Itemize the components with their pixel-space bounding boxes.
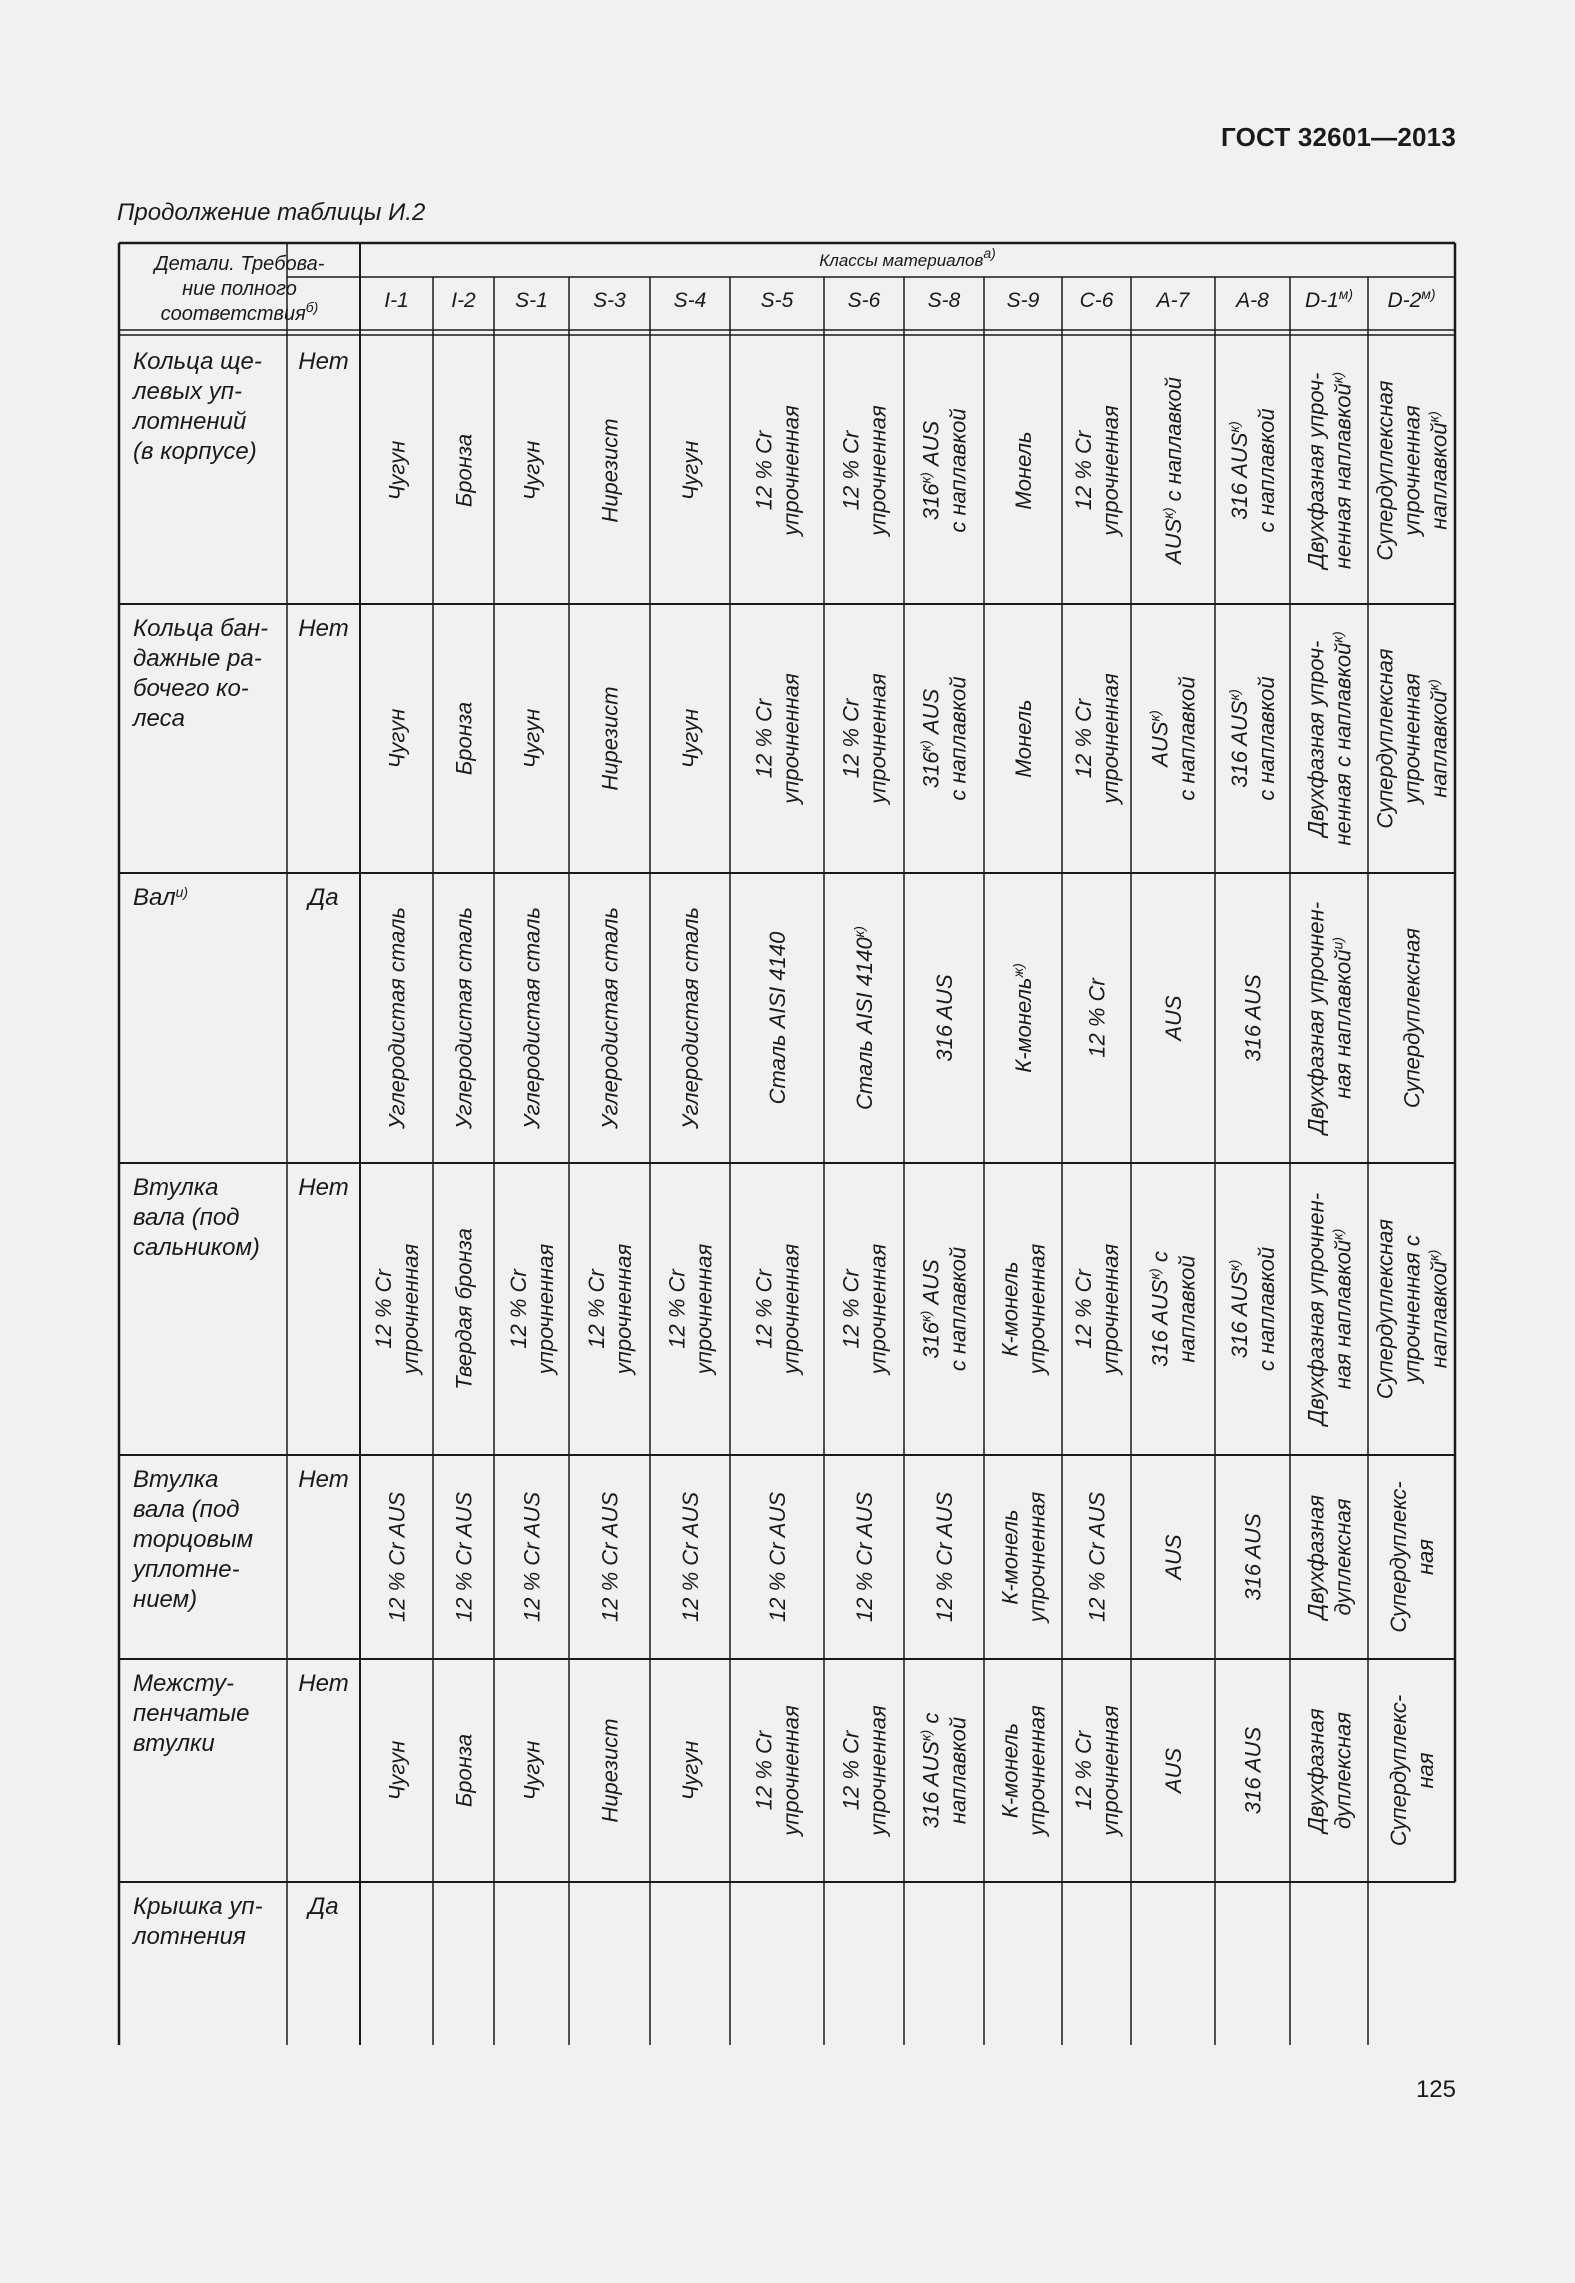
material-cell [751,405,803,538]
material-text: наплавкой$^{к)}$ [1425,411,1452,530]
material-text: 12 % Cr [1070,1730,1096,1811]
material-text: $316^{к)}$ AUS [917,688,944,789]
material-cell [1146,1251,1199,1367]
material-cell [451,1734,476,1807]
material-cell [1240,974,1265,1062]
material-text: упрочненная [865,405,891,536]
part-name: лотнений [133,408,247,435]
material-text: Чугун [677,708,703,769]
material-text: Чугун [384,440,410,501]
requirement-value: Да [308,884,339,911]
part-name: втулки [133,1730,215,1757]
material-text: упрочненная [1097,405,1123,536]
material-text: Твердая бронза [451,1228,477,1390]
class-header-s-1: S-1 [515,289,548,312]
material-text: дуплексная [1330,1498,1356,1616]
material-text: ная наплавкой$^{к)}$ [1329,1228,1356,1390]
requirement-value: Да [308,1893,339,1920]
material-text: 12 % Cr [838,698,864,779]
class-header-i-1: I-1 [384,289,409,312]
material-cell [765,931,790,1104]
class-header-a-8: A-8 [1236,289,1269,312]
material-cell [1161,1748,1186,1796]
material-cell [851,926,877,1110]
material-text: AUS [1160,1534,1186,1580]
material-cell [1303,372,1355,571]
material-text: 316 AUS [1240,1513,1266,1601]
material-cell [1226,676,1279,800]
material-text: Чугун [384,1740,410,1801]
material-cell [917,1713,970,1829]
material-cell [451,434,476,507]
material-text: упрочненная [691,1243,717,1375]
material-cell [751,1705,803,1838]
material-cell [1303,1708,1355,1835]
material-text: с наплавкой [1253,1246,1279,1372]
material-text: Супердуплекс- [1385,1481,1411,1633]
material-text: 12 % Cr [1070,1269,1096,1349]
material-cell [1399,928,1424,1108]
material-text: с наплавкой [945,1246,971,1372]
material-text: упрочненная [778,405,804,536]
material-cell [917,1247,970,1371]
material-text: с наплавкой [945,676,971,801]
material-text: Нирезист [597,1718,623,1823]
part-name: Межсту- [133,1670,235,1697]
material-cell [838,1244,890,1377]
material-text: 12 % Cr [751,1269,777,1349]
material-cell [1386,1481,1438,1632]
material-cell [997,1705,1049,1838]
material-text: Двухфазная [1303,1494,1329,1620]
part-name: лотнения [133,1923,246,1950]
material-text: наплавкой$^{к)}$ [1425,679,1452,798]
material-cell [384,1741,409,1801]
material-text: Монель [1010,431,1036,510]
material-text: 316 $AUS^{к)}$ [1225,1259,1252,1359]
material-text: 316 $AUS^{к)}$ [1225,689,1252,788]
material-text: с наплавкой [1253,408,1279,533]
material-cell [664,1244,716,1377]
head-group-label: Классы материалов$^{а)}$ [819,245,996,270]
part-name: левых уп- [133,378,242,405]
part-name: Втулка [133,1174,219,1201]
material-cell [678,907,703,1130]
material-text: упрочненная [778,1705,804,1836]
material-text: 12 % Cr [751,1730,777,1811]
material-text: $AUS^{к)}$ [1146,710,1173,767]
part-name: Кольца бан- [133,615,269,642]
part-name: Вал$^{и)}$ [133,884,189,911]
material-cell [1010,963,1036,1073]
part-name: нием) [133,1586,198,1613]
material-text: 316 $AUS^{к)}$ с [917,1712,944,1829]
requirement-value: Нет [298,615,349,642]
material-cell [451,1228,476,1390]
class-header-d-2: $D-2^{м)}$ [1387,286,1436,312]
material-text: Нирезист [597,418,623,523]
material-text: 316 AUS [931,974,957,1062]
material-text: 12 % Cr [838,430,864,511]
material-cell [1303,902,1355,1137]
material-text: Двухфазная упроч- [1303,372,1329,569]
material-cell [597,418,622,522]
material-text: 12 % Cr AUS [851,1491,877,1623]
material-cell [451,907,476,1130]
material-text: ная [1412,1538,1438,1576]
part-name: вала (под [133,1496,240,1523]
material-text: с наплавкой [1253,676,1279,801]
material-text: Углеродистая сталь [384,907,410,1129]
material-text: 12 % Cr AUS [764,1491,790,1623]
material-text: упрочненная [1097,673,1123,804]
material-text: Супердуплекс- [1385,1694,1411,1847]
material-cell [751,673,803,806]
material-text: Супердуплексная [1372,1218,1398,1400]
material-text: упрочненная [1399,673,1425,804]
material-cell [519,1741,544,1801]
material-cell [384,1492,409,1622]
material-cell [932,1492,957,1622]
material-text: 12 % Cr [751,698,777,779]
part-name: торцовым [133,1526,254,1553]
material-text: упрочненная с [1399,1235,1425,1383]
part-name: сальником) [133,1234,260,1261]
material-cell [451,702,476,775]
material-text: 316 AUS [1240,974,1266,1062]
material-cell [384,907,409,1130]
part-name: уплотне- [133,1556,240,1583]
part-name: Втулка [133,1466,219,1493]
material-text: Супердуплексная [1372,380,1398,561]
material-cell [597,1492,622,1622]
table-caption: Продолжение таблицы И.2 [117,199,426,226]
material-text: с наплавкой [1174,676,1200,801]
head-left-text: соответствия$^{б)}$ [160,299,319,325]
material-text: Чугун [677,1740,703,1801]
material-text: 12 % Cr [583,1269,609,1349]
part-name: пенчатые [133,1700,250,1727]
material-text: 12 % Cr [664,1269,690,1349]
material-cell [838,1705,890,1838]
part-name: вала (под [133,1204,240,1231]
requirement-value: Нет [298,1670,349,1697]
material-cell [997,1244,1049,1377]
material-text: К-монель$^{ж)}$ [1009,963,1036,1073]
class-header-d-1: $D-1^{м)}$ [1304,286,1354,312]
requirement-value: Нет [298,1174,349,1201]
material-text: упрочненная [1024,1243,1050,1375]
material-text: упрочненная [778,673,804,804]
material-text: 12 % Cr AUS [519,1491,545,1623]
material-cell [519,441,544,501]
material-cell [678,1492,703,1622]
material-cell [1303,1495,1355,1622]
material-text: дуплексная [1330,1712,1356,1829]
material-cell [1071,1244,1123,1377]
material-cell [1226,408,1279,532]
material-cell [838,405,890,538]
material-text: упрочненная [1097,1705,1123,1836]
material-cell [1011,431,1036,509]
material-text: 12 % Cr [751,430,777,511]
material-text: наплавкой [945,1716,971,1825]
material-text: 316 $AUS^{к)}$ [1225,421,1252,520]
material-text: упрочненная [1024,1705,1050,1836]
document-code: ГОСТ 32601—2013 [1221,122,1456,152]
material-cell [678,1741,703,1801]
material-text: Чугун [519,440,545,501]
material-text: Двухфазная упрочнен- [1303,901,1329,1135]
material-text: Бронза [451,433,477,508]
material-text: ная наплавкой$^{и)}$ [1329,937,1356,1099]
class-header-a-7: A-7 [1156,289,1190,312]
material-text: упрочненная [865,1243,891,1375]
material-cell [1071,405,1123,538]
material-text: 12 % Cr [505,1269,531,1349]
material-cell [1161,995,1186,1043]
material-text: ненная с наплавкой$^{к)}$ [1329,631,1356,846]
class-header-s-5: S-5 [760,289,794,312]
material-text: Углеродистая сталь [519,907,545,1129]
material-text: 12 % Cr AUS [677,1491,703,1623]
material-cell [519,907,544,1130]
material-text: упрочненная [865,1705,891,1836]
material-text: 12 % Cr AUS [1084,1491,1110,1623]
material-text: Углеродистая сталь [597,907,623,1129]
material-text: Бронза [451,701,477,776]
material-cell [1161,1534,1186,1582]
part-name: (в корпусе) [133,438,257,465]
material-cell [1011,699,1036,777]
material-text: упрочненная [610,1243,636,1375]
material-text: упрочненная [1024,1491,1050,1623]
material-cell [1160,377,1186,566]
material-cell [1084,977,1109,1058]
material-text: ная [1412,1752,1438,1789]
material-text: Сталь AISI $4140^{к)}$ [850,926,877,1110]
material-text: наплавкой [1174,1255,1200,1363]
material-cell [519,1492,544,1622]
material-cell [1226,1247,1279,1371]
material-text: Чугун [519,1740,545,1801]
material-text: 12 % Cr [838,1730,864,1811]
material-cell [1303,1193,1355,1428]
material-text: $AUS^{к)}$ с наплавкой [1159,377,1186,564]
material-text: Монель [1010,699,1036,778]
material-text: с наплавкой [945,408,971,533]
material-cell [932,974,957,1062]
material-text: К-монель [997,1509,1023,1605]
material-text: упрочненная [532,1243,558,1375]
material-text: 12 % Cr AUS [931,1491,957,1623]
material-cell [678,441,703,501]
material-text: $316^{к)}$ AUS [917,420,944,521]
material-cell [1146,676,1199,800]
material-cell [597,686,622,790]
material-cell [384,441,409,501]
part-name: Крышка уп- [133,1893,263,1920]
class-header-s-9: S-9 [1006,289,1040,312]
material-text: 12 % Cr AUS [597,1491,623,1623]
material-text: Супердуплексная [1372,648,1398,829]
class-header-s-8: S-8 [927,289,961,312]
material-cell [917,676,970,800]
part-name: леса [133,705,185,732]
requirement-value: Нет [298,348,349,375]
material-text: Чугун [677,440,703,501]
material-cell [751,1244,803,1377]
material-text: упрочненная [778,1243,804,1375]
material-text: 12 % Cr [1084,978,1110,1058]
material-text: К-монель [997,1722,1023,1819]
material-text: упрочненная [1399,405,1425,536]
material-cell [371,1244,423,1377]
material-cell [1071,673,1123,806]
material-cell [506,1244,558,1377]
material-text: Двухфазная упроч- [1303,640,1329,837]
material-cell [451,1492,476,1622]
material-text: Нирезист [597,686,623,791]
head-left-text: ние полного [182,278,297,300]
material-text: 12 % Cr [1070,430,1096,511]
page-number: 125 [1415,2076,1456,2103]
material-text: 316 $AUS^{к)}$ с [1146,1251,1173,1367]
material-text: Углеродистая сталь [677,907,703,1129]
material-text: Бронза [451,1733,477,1808]
material-text: 12 % Cr AUS [384,1491,410,1623]
material-cell [1240,1513,1265,1601]
part-name: Кольца ще- [133,348,262,375]
material-text: упрочненная [865,673,891,804]
material-cell [519,709,544,769]
material-text: Чугун [519,708,545,769]
material-text: AUS [1160,1747,1186,1794]
material-text: наплавкой$^{к)}$ [1425,1249,1452,1369]
material-text: 12 % Cr [838,1269,864,1349]
material-text: AUS [1160,995,1186,1041]
material-cell [1071,1705,1123,1838]
material-text: 316 AUS [1240,1726,1266,1815]
material-text: упрочненная [397,1243,423,1375]
material-text: Сталь AISI 4140 [764,931,790,1105]
material-cell [1372,648,1451,828]
material-cell [1372,1219,1451,1399]
material-cell [838,673,890,806]
head-left-text: Детали. Требова- [154,253,325,275]
material-cell [917,408,970,532]
material-cell [765,1492,790,1622]
material-cell [1303,631,1355,845]
material-text: $316^{к)}$ AUS [917,1259,944,1359]
material-cell [1084,1492,1109,1622]
material-cell [384,709,409,769]
class-header-c-6: C-6 [1079,289,1114,312]
material-cell [597,1718,622,1822]
material-text: Супердуплексная [1399,927,1425,1109]
material-text: упрочненная [1097,1243,1123,1375]
material-text: 12 % Cr AUS [451,1491,477,1623]
material-text: Чугун [384,708,410,769]
requirement-value: Нет [298,1466,349,1493]
material-text: К-монель [997,1261,1023,1357]
material-cell [597,907,622,1130]
material-text: 12 % Cr [1070,698,1096,779]
part-name: дажные ра- [133,645,262,672]
material-text: 12 % Cr [370,1269,396,1349]
class-header-i-2: I-2 [451,289,476,312]
material-cell [678,709,703,769]
material-text: Углеродистая сталь [451,907,477,1129]
material-cell [1372,380,1451,560]
material-cell [997,1492,1049,1625]
material-text: Двухфазная упрочнен- [1303,1192,1329,1426]
material-cell [852,1492,877,1622]
part-name: бочего ко- [133,675,249,702]
class-header-s-4: S-4 [673,289,707,312]
material-cell [1386,1695,1438,1846]
material-text: Двухфазная [1303,1708,1329,1833]
material-cell [584,1244,636,1377]
class-header-s-3: S-3 [593,289,626,312]
class-header-s-6: S-6 [847,289,881,312]
material-text: ненная наплавкой$^{к)}$ [1329,371,1356,570]
material-cell [1240,1727,1265,1815]
